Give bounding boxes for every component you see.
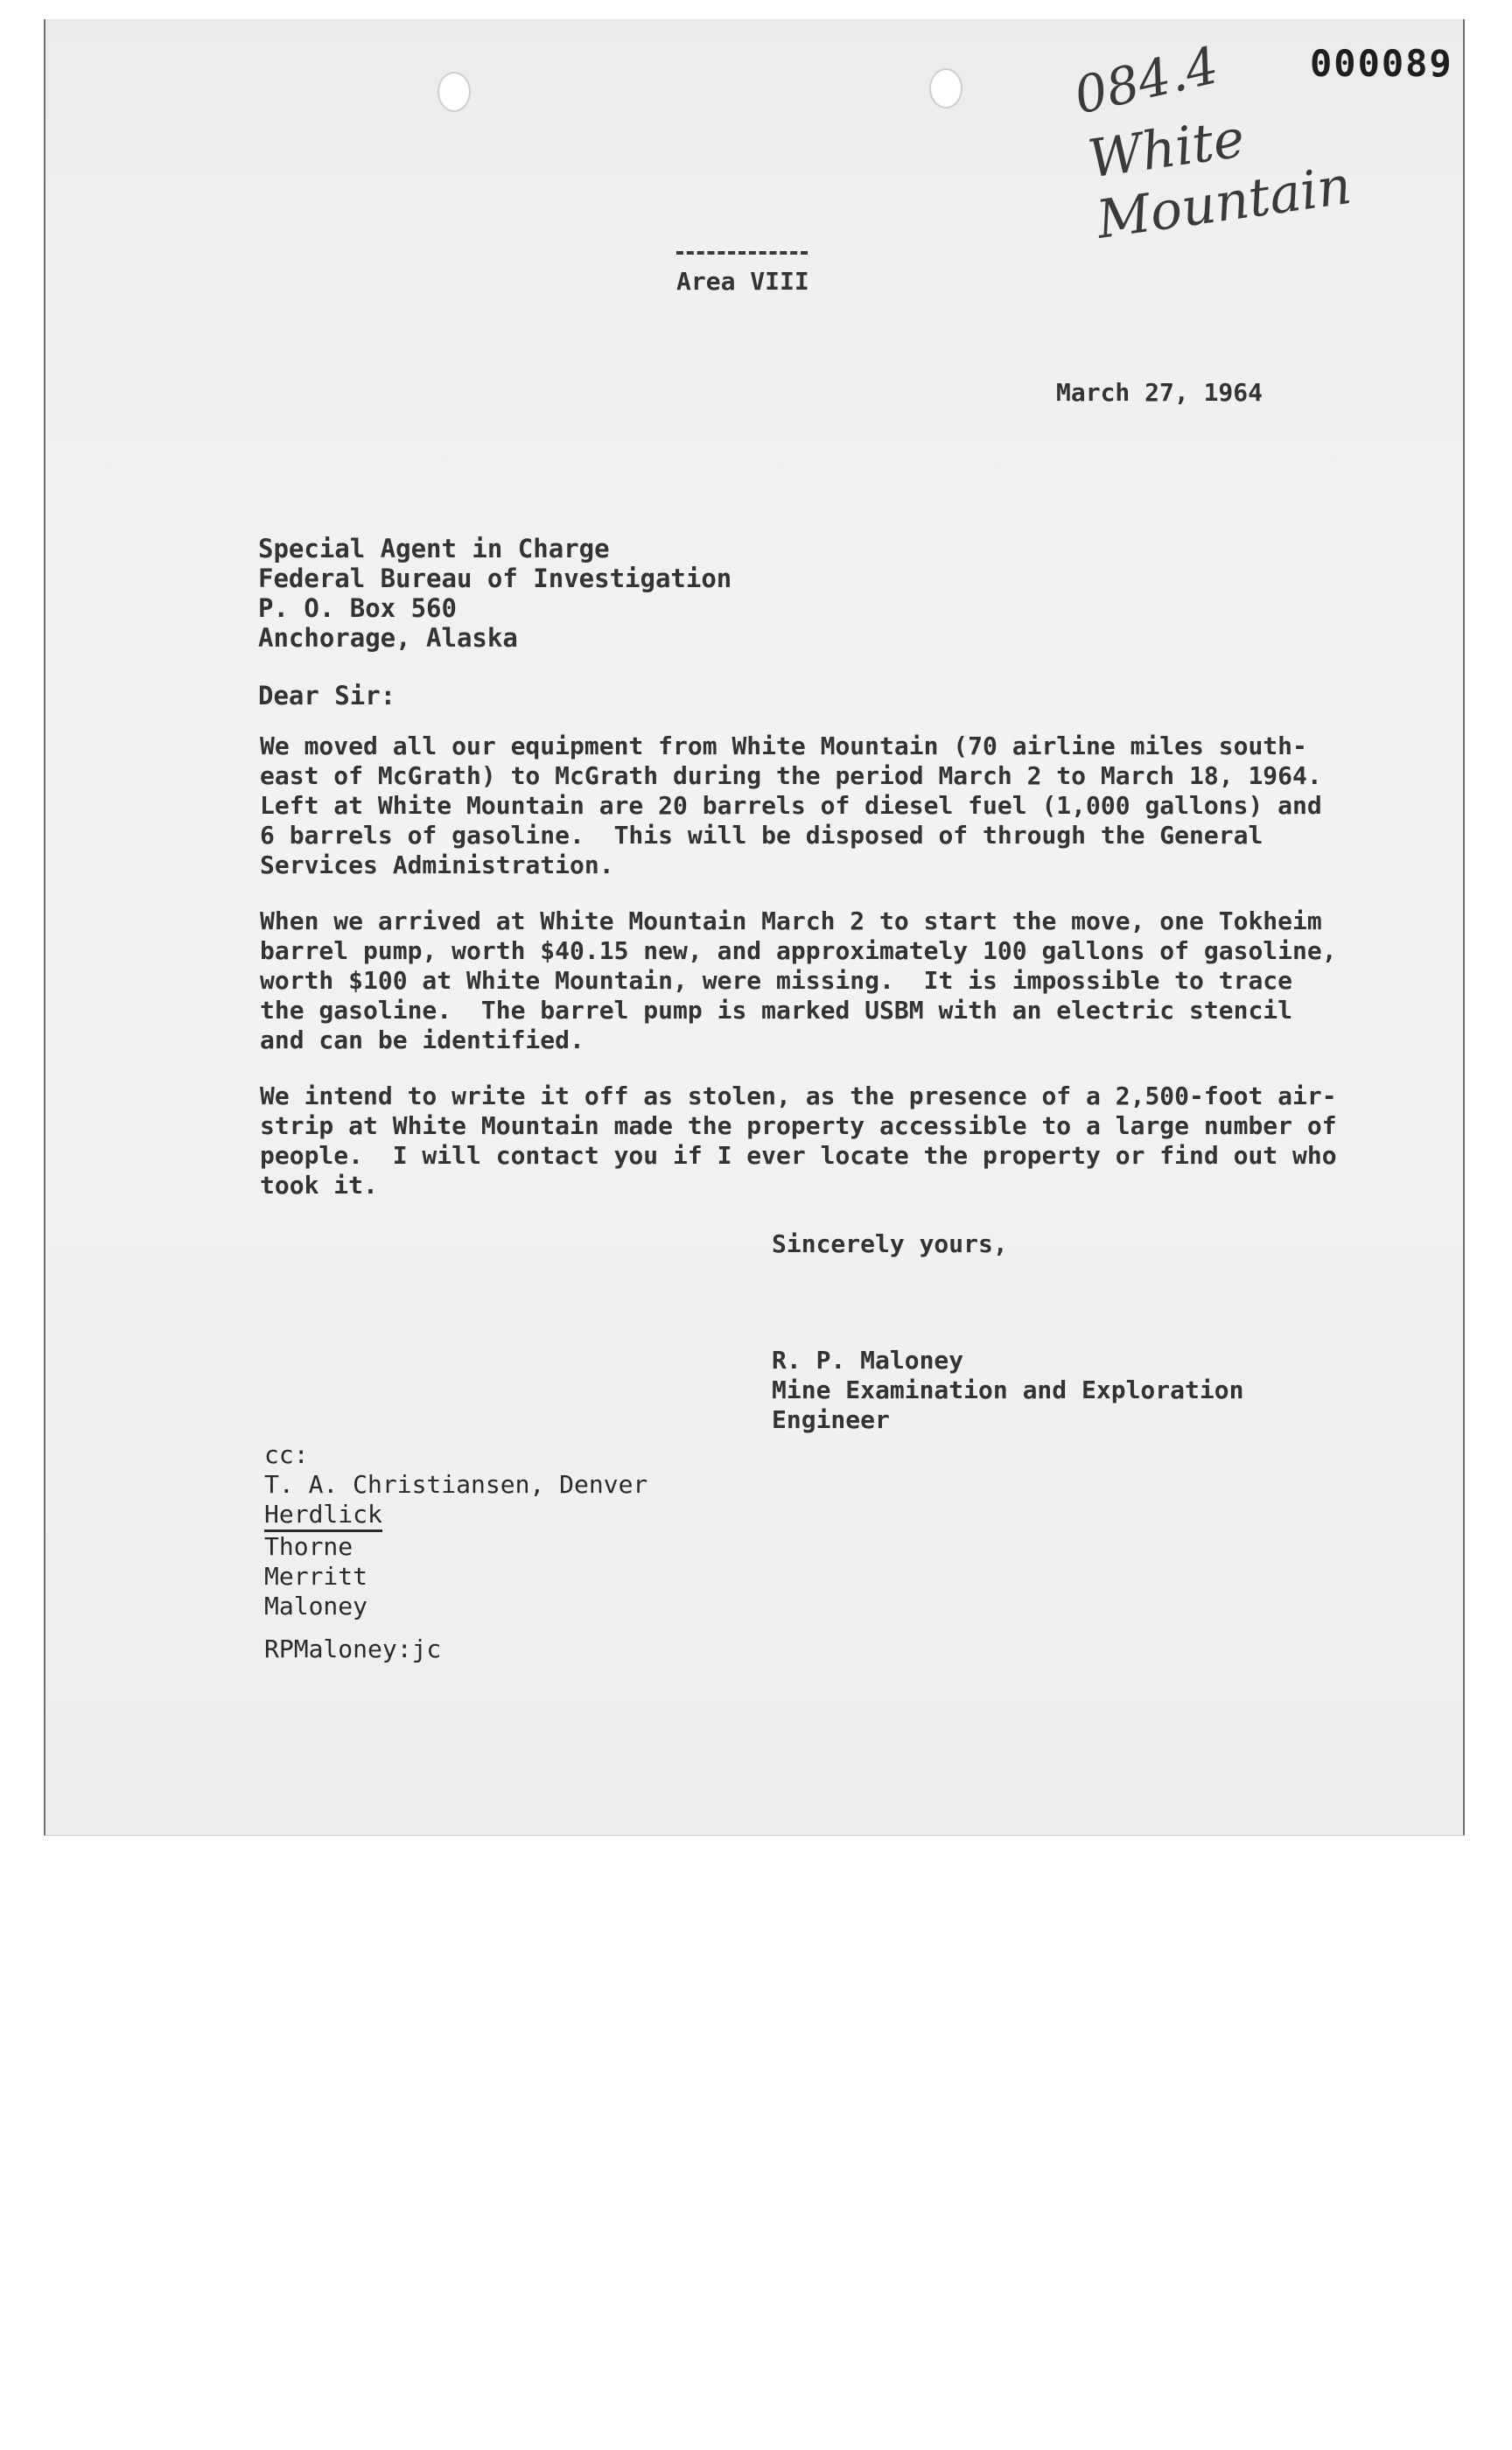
paragraph-line: the gasoline. The barrel pump is marked USBM with an electric stencil — [260, 996, 1293, 1025]
paragraph-line: took it. — [260, 1171, 378, 1200]
paragraph-line: barrel pump, worth $40.15 new, and approximately 100 gallons of gasoline, — [260, 936, 1337, 965]
signature-line: R. P. Maloney — [772, 1346, 964, 1375]
addressee-line: P. O. Box 560 — [258, 593, 457, 623]
paragraph-line: When we arrived at White Mountain March 2 to start the move, one Tokheim — [260, 906, 1322, 935]
paragraph-line: east of McGrath) to McGrath during the period March 2 to March 18, 1964. — [260, 761, 1322, 790]
cc-recipient: Thorne — [264, 1532, 354, 1561]
document-stamp-number: 000089 — [1310, 42, 1453, 85]
cc-list — [264, 1440, 648, 1621]
paragraph-line: We moved all our equipment from White Mountain (70 airline miles south- — [260, 732, 1307, 760]
paragraph-line: Left at White Mountain are 20 barrels of diesel fuel (1,000 gallons) and — [260, 791, 1322, 820]
paragraph-line: and can be identified. — [260, 1026, 584, 1054]
addressee-line: Special Agent in Charge — [258, 534, 610, 564]
cc-recipient: T. A. Christiansen, Denver — [264, 1470, 648, 1499]
addressee-line: Anchorage, Alaska — [258, 623, 518, 653]
cc-recipient-marked — [264, 1500, 648, 1532]
letter-date: March 27, 1964 — [1056, 378, 1264, 407]
body-paragraph — [260, 732, 1327, 880]
cc-label: cc: — [264, 1440, 309, 1469]
signature-block — [772, 1346, 1243, 1435]
punch-hole — [438, 72, 471, 112]
handwritten-location-note: White Mountain — [1084, 108, 1355, 251]
paragraph-line: We intend to write it off as stolen, as the presence of a 2,500-foot air- — [260, 1082, 1337, 1110]
signature-line: Engineer — [772, 1405, 890, 1434]
paragraph-line: people. I will contact you if I ever locate the property or find out who — [260, 1141, 1337, 1170]
salutation: Dear Sir: — [258, 681, 396, 710]
reference-initials: RPMaloney:jc — [264, 1634, 442, 1663]
cc-recipient: Maloney — [264, 1592, 368, 1620]
closing: Sincerely yours, — [772, 1229, 1008, 1258]
addressee-block — [258, 534, 732, 653]
area-heading: Area VIII — [676, 267, 809, 296]
handwritten-file-number: 084.4 — [1068, 35, 1224, 126]
cc-recipient: Herdlick — [264, 1500, 382, 1532]
punch-hole — [929, 68, 962, 108]
addressee-line: Federal Bureau of Investigation — [258, 564, 732, 593]
body-paragraph — [260, 1082, 1337, 1200]
paragraph-line: 6 barrels of gasoline. This will be disposed of through the General — [260, 821, 1264, 850]
body-paragraph — [260, 906, 1337, 1055]
paragraph-line: strip at White Mountain made the property accessible to a large number of — [260, 1111, 1337, 1140]
heading-dash-rule — [676, 251, 808, 255]
paragraph-line: worth $100 at White Mountain, were missing. It is impossible to trace — [260, 966, 1293, 995]
signature-line: Mine Examination and Exploration — [772, 1376, 1244, 1404]
cc-recipient: Merritt — [264, 1562, 368, 1591]
paragraph-line: Services Administration. — [260, 850, 614, 879]
